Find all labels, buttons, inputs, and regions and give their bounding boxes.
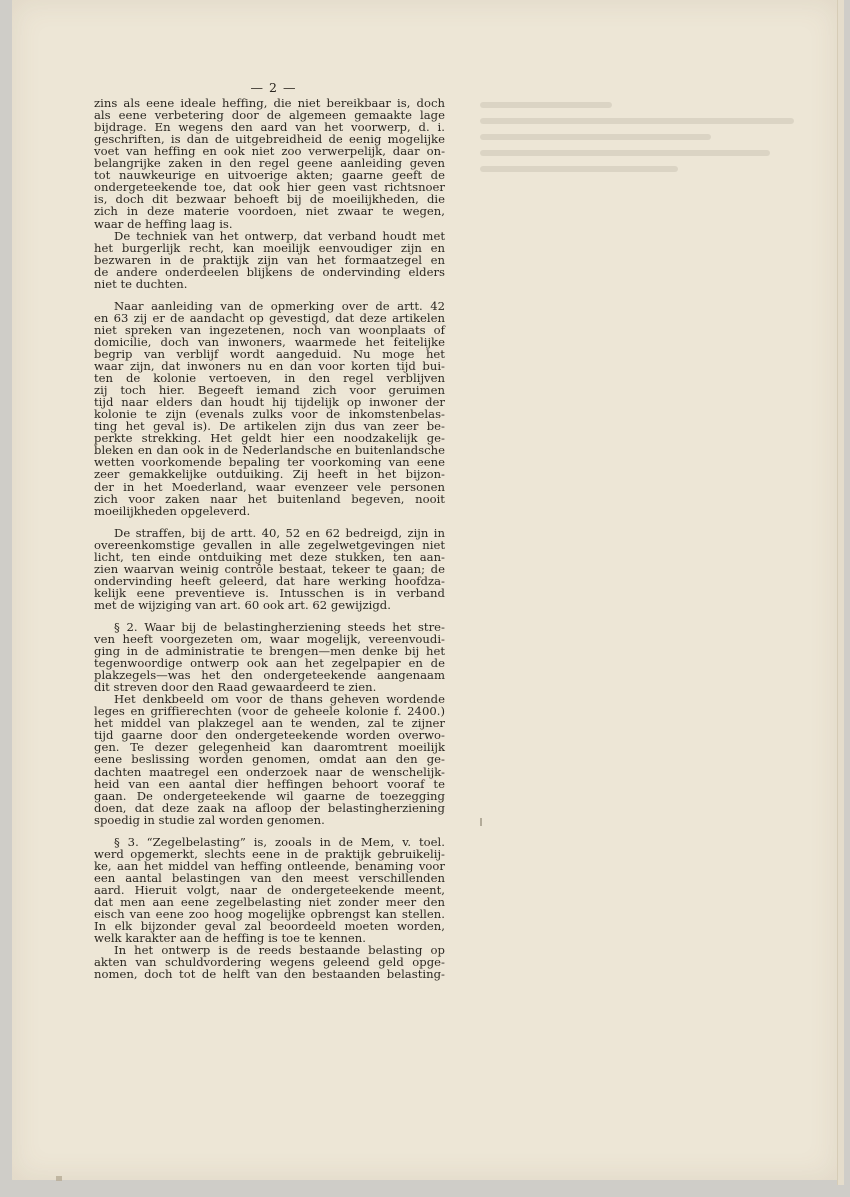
text-line: is, doch dit bezwaar behoeft bij de moeilijkheden, die bbox=[94, 192, 445, 207]
text-line: werd opgemerkt, slechts eene in de praktijk gebruikelij- bbox=[94, 846, 445, 861]
text-line: akten van schuldvordering wegens geleend geld opge- bbox=[94, 955, 445, 970]
text-line: eisch van eene zoo hoog mogelijke opbrengst kan stellen. bbox=[94, 907, 445, 922]
text-line: moeilijkheden opgeleverd. bbox=[94, 503, 251, 518]
paper-sheet bbox=[12, 0, 838, 1180]
text-line: wetten voorkomende bepaling ter voorkoming van eene bbox=[94, 455, 445, 470]
text-line: dat men aan eene zegelbelasting niet zonder meer den bbox=[94, 895, 445, 909]
text-line: eene beslissing worden genomen, omdat aan den ge- bbox=[94, 752, 445, 767]
text-line: als eene verbetering door de algemeen gemaakte lage bbox=[94, 108, 445, 123]
text-line: waar zijn, dat inwoners nu en dan voor korten tijd bui- bbox=[94, 359, 445, 374]
text-line: zich in deze materie voordoen, niet zwaar te wegen, bbox=[94, 204, 445, 219]
text-line: geschriften, is dan de uitgebreidheid de eenig mogelijke bbox=[94, 132, 445, 147]
text-line: tegenwoordige ontwerp ook aan het zegelpapier en de bbox=[94, 656, 445, 671]
page-number: — 2 — bbox=[250, 80, 297, 95]
text-line: overeenkomstige gevallen in alle zegelwetgevingen niet bbox=[94, 537, 445, 552]
paragraph bbox=[94, 621, 445, 826]
text-line: met de wijziging van art. 60 ook art. 62 gewijzigd. bbox=[94, 597, 391, 612]
text-column bbox=[94, 82, 445, 980]
text-line: perkte strekking. Het geldt hier een noodzakelijk ge- bbox=[94, 431, 445, 446]
paper-mark bbox=[56, 1176, 62, 1181]
text-line: bijdrage. En wegens den aard van het voorwerp, d. i. bbox=[94, 120, 445, 135]
paragraph bbox=[94, 527, 445, 611]
text-line: zich voor zaken naar het buitenland begeven, nooit bbox=[94, 491, 445, 506]
text-line: ke, aan het middel van heffing ontleende, benaming voor bbox=[94, 858, 445, 873]
text-line: plakzegels—was het den ondergeteekende aangenaam bbox=[94, 668, 445, 683]
text-line: leges en griffierechten (voor de geheele kolonie f. 2400.) bbox=[94, 704, 445, 719]
text-line: spoedig in studie zal worden genomen. bbox=[94, 812, 325, 827]
text-line: het middel van plakzegel aan te wenden, zal te zijner bbox=[94, 716, 445, 731]
text-line: licht, ten einde ontduiking met deze stukken, ten aan- bbox=[94, 549, 445, 564]
text-line: zeer gemakkelijke outduiking. Zij heeft in het bijzon- bbox=[94, 467, 445, 482]
text-line: waar de heffing laag is. bbox=[94, 216, 233, 231]
text-line: doen, dat deze zaak na afloop der belastingherziening bbox=[94, 800, 445, 815]
text-line: gaan. De ondergeteekende wil gaarne de toezegging bbox=[94, 788, 445, 803]
text-line: dit streven door den Raad gewaardeerd te zien. bbox=[94, 680, 377, 695]
paragraph bbox=[94, 97, 445, 290]
text-line: In het ontwerp is de reeds bestaande belasting op bbox=[114, 943, 445, 958]
text-line: gen. Te dezer gelegenheid kan daaromtrent moeilijk bbox=[94, 740, 445, 755]
text-line: de andere onderdeelen blijkens de ondervinding elders bbox=[94, 264, 445, 279]
text-line: kelijk eene preventieve is. Intusschen is in verband bbox=[94, 585, 445, 600]
text-line: § 2. Waar bij de belastingherziening steeds het stre- bbox=[114, 619, 445, 634]
paragraph bbox=[94, 300, 445, 517]
text-line: tijd gaarne door den ondergeteekende worden overwo- bbox=[94, 728, 445, 743]
text-line: voet van heffing en ook niet zoo verwerpelijk, daar on- bbox=[94, 144, 445, 159]
text-line: Het denkbeeld om voor de thans geheven wordende bbox=[114, 692, 445, 707]
text-line: der in het Moederland, waar evenzeer vele personen bbox=[94, 479, 445, 494]
text-line: zij toch hier. Begeeft iemand zich voor geruimen bbox=[94, 383, 445, 398]
text-line: De techniek van het ontwerp, dat verband houdt met bbox=[114, 228, 445, 243]
text-line: en 63 zij er de aandacht op gevestigd, dat deze artikelen bbox=[94, 310, 445, 325]
text-line: zins als eene ideale heffing, die niet bereikbaar is, doch bbox=[94, 96, 445, 111]
text-line: § 3. “Zegelbelasting” is, zooals in de Mem, v. toel. bbox=[114, 834, 445, 849]
sheet-edge bbox=[837, 0, 844, 1185]
text-line: tijd naar elders dan houdt hij tijdelijk op inwoner der bbox=[94, 395, 445, 410]
text-line: aard. Hieruit volgt, naar de ondergeteekende meent, bbox=[94, 882, 445, 897]
text-line: ging in de administratie te brengen—men denke bij het bbox=[94, 644, 445, 659]
text-line: ting het geval is). De artikelen zijn dus van zeer be- bbox=[94, 419, 445, 434]
text-line: In elk bijzonder geval zal beoordeeld moeten worden, bbox=[94, 919, 445, 934]
text-line: zien waarvan weinig contrôle bestaat, tekeer te gaan; de bbox=[94, 561, 445, 576]
text-line: niet te duchten. bbox=[94, 276, 188, 291]
text-line: bleken en dan ook in de Nederlandsche en buitenlandsche bbox=[94, 443, 445, 458]
text-line: De straffen, bij de artt. 40, 52 en 62 bedreigd, zijn in bbox=[114, 525, 445, 540]
text-line: ten de kolonie vertoeven, in den regel verblijven bbox=[94, 371, 445, 386]
text-line: niet spreken van ingezetenen, noch van woonplaats of bbox=[94, 322, 445, 337]
text-line: tot nauwkeurige en uitvoerige akten; gaarne geeft de bbox=[94, 168, 445, 183]
show-through-text bbox=[480, 92, 810, 202]
text-line: een aantal belastingen van den meest verschillenden bbox=[94, 870, 445, 885]
text-line: heid van een aantal dier heffingen behoort vooraf te bbox=[94, 776, 445, 791]
text-line: bezwaren in de praktijk zijn van het formaatzegel en bbox=[94, 252, 445, 267]
paper-mark bbox=[480, 818, 482, 826]
text-line: kolonie te zijn (evenals zulks voor de inkomstenbelas- bbox=[94, 407, 445, 422]
text-line: ondergeteekende toe, dat ook hier geen vast richtsnoer bbox=[94, 180, 445, 195]
text-line: ondervinding heeft geleerd, dat hare werking hoofdza- bbox=[94, 573, 445, 588]
text-line: domicilie, doch van inwoners, waarmede het feitelijke bbox=[94, 334, 445, 349]
text-line: welk karakter aan de heffing is toe te kennen. bbox=[94, 931, 366, 946]
text-line: dachten maatregel een onderzoek naar de wenschelijk- bbox=[94, 764, 445, 779]
paragraph bbox=[94, 836, 445, 981]
text-line: ven heeft voorgezeten om, waar mogelijk, vereenvoudi- bbox=[94, 632, 445, 647]
text-line: belangrijke zaken in den regel geene aanleiding geven bbox=[94, 156, 445, 171]
text-line: het burgerlijk recht, kan moeilijk eenvoudiger zijn en bbox=[94, 240, 445, 255]
text-line: begrip van verblijf wordt aangeduid. Nu moge het bbox=[94, 346, 445, 361]
text-line: Naar aanleiding van de opmerking over de artt. 42 bbox=[114, 298, 445, 313]
text-line: nomen, doch tot de helft van den bestaanden belasting- bbox=[94, 967, 445, 982]
